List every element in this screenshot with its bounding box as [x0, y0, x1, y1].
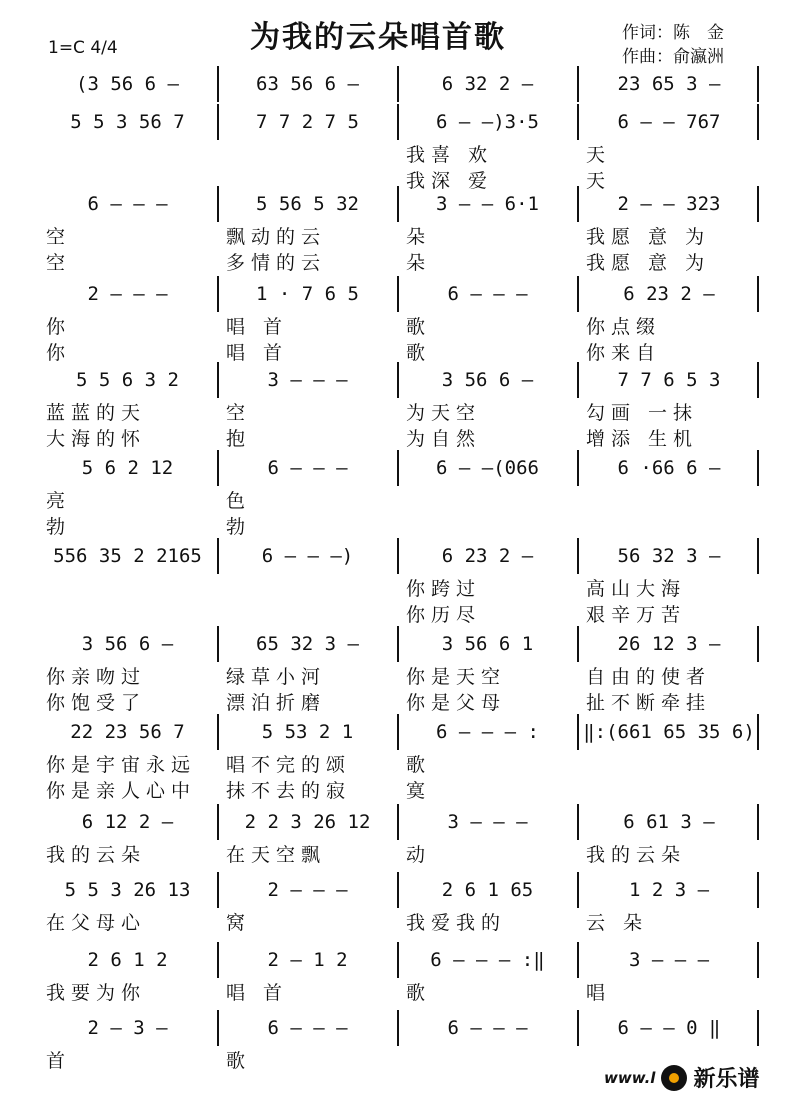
key-signature: 1=C 4/4 [48, 38, 118, 58]
measure: 56 32 3 — [617, 545, 721, 567]
barline [577, 1010, 579, 1046]
measure: 3 — — — [628, 949, 710, 971]
barline [397, 714, 399, 750]
lyric-line [40, 512, 758, 538]
lyric-text: 朵 [406, 226, 432, 248]
measure: 2 — — — [267, 879, 348, 901]
lyric-text: 自由的使者 [586, 666, 712, 688]
measure: 6 — —(066 [436, 457, 539, 479]
staff-row [40, 362, 758, 398]
barline [577, 804, 579, 840]
measure: 6 61 3 — [623, 811, 715, 833]
staff-row [40, 1010, 758, 1046]
lyric-line [40, 662, 758, 688]
lyric-text: 亮 [46, 490, 72, 512]
staff-row [40, 104, 758, 140]
lyric-line [40, 908, 758, 934]
barline [757, 804, 759, 840]
barline [577, 872, 579, 908]
barline [397, 104, 399, 140]
lyric-line [40, 222, 758, 248]
measure: 2 — — — [87, 283, 168, 305]
lyric-text: 我的云朵 [46, 844, 147, 866]
measure: 7 7 6 5 3 [617, 369, 721, 391]
score-system [40, 66, 758, 102]
measure: 6 — — — [267, 1017, 348, 1039]
barline [757, 626, 759, 662]
barline [757, 362, 759, 398]
staff-row [40, 714, 758, 750]
lyric-text: 云 朵 [586, 912, 649, 934]
lyric-text: 漂泊折磨 [226, 692, 327, 714]
lyric-text: 歌 [406, 754, 432, 776]
barline [757, 942, 759, 978]
staff-row [40, 872, 758, 908]
lyric-line [40, 312, 758, 338]
lyric-text: 蓝蓝的天 [46, 402, 147, 424]
barline [577, 362, 579, 398]
measure: 6 — — —) [261, 545, 354, 567]
lyric-line [40, 978, 758, 1004]
staff-row [40, 538, 758, 574]
measure: 5 6 2 12 [81, 457, 174, 479]
measure: 6 — — — : [436, 721, 539, 743]
lyric-line [40, 140, 758, 166]
measure: 3 56 6 1 [441, 633, 534, 655]
staff-row [40, 450, 758, 486]
lyric-text: 寞 [406, 780, 432, 802]
barline [217, 626, 219, 662]
lyric-text: 我愿 意 为 [586, 226, 711, 248]
lyric-text: 飘动的云 [226, 226, 327, 248]
measure: 5 56 5 32 [256, 193, 359, 215]
barline [217, 1010, 219, 1046]
staff-row [40, 626, 758, 662]
measure: 63 56 6 — [256, 73, 359, 95]
barline [577, 626, 579, 662]
measure: 6 — — 767 [617, 111, 721, 133]
measure: 6 ·66 6 — [617, 457, 721, 479]
measure: 23 65 3 — [617, 73, 721, 95]
lyric-line [40, 574, 758, 600]
barline [757, 66, 759, 102]
measure: 6 — — — [447, 283, 528, 305]
lyric-text: 在天空飘 [226, 844, 327, 866]
barline [397, 942, 399, 978]
measure: 2 — 1 2 [267, 949, 348, 971]
measure: 65 32 3 — [256, 633, 359, 655]
lyric-text: 唱 首 [226, 316, 289, 338]
lyric-text: 抹不去的寂 [226, 780, 352, 802]
lyric-text: 色 [226, 490, 252, 512]
barline [217, 186, 219, 222]
barline [577, 104, 579, 140]
measure: 5 53 2 1 [261, 721, 354, 743]
barline [757, 450, 759, 486]
lyric-text: 天 [586, 170, 612, 192]
measure: 6 23 2 — [441, 545, 534, 567]
measure: 1 · 7 6 5 [256, 283, 359, 305]
barline [217, 362, 219, 398]
barline [397, 1010, 399, 1046]
barline [217, 714, 219, 750]
lyric-text: 你亲吻过 [46, 666, 147, 688]
barline [577, 714, 579, 750]
lyric-text: 我愿 意 为 [586, 252, 711, 274]
lyric-line [40, 840, 758, 866]
measure: 22 23 56 7 [70, 721, 185, 743]
barline [217, 104, 219, 140]
lyric-text: 抱 [226, 428, 252, 450]
lyric-text: 你点缀 [586, 316, 662, 338]
lyric-text: 歌 [406, 982, 432, 1004]
measure: 1 2 3 — [628, 879, 710, 901]
score-system [40, 450, 758, 538]
lyric-text: 唱 [586, 982, 612, 1004]
measure: 5 5 3 56 7 [70, 111, 185, 133]
measure: 2 2 3 26 12 [244, 811, 371, 833]
measure: 6 — — — [447, 1017, 528, 1039]
staff-row [40, 942, 758, 978]
barline [757, 538, 759, 574]
barline [577, 538, 579, 574]
music-note-logo-icon [661, 1065, 687, 1091]
measure: 7 7 2 7 5 [256, 111, 359, 133]
barline [217, 450, 219, 486]
lyric-text: 高山大海 [586, 578, 687, 600]
lyric-text: 你是父母 [406, 692, 507, 714]
measure: 3 56 6 — [441, 369, 534, 391]
measure: 6 — — — [267, 457, 348, 479]
lyric-text: 天 [586, 144, 612, 166]
score-system [40, 804, 758, 866]
lyric-text: 为自然 [406, 428, 482, 450]
staff-row [40, 276, 758, 312]
lyric-line [40, 424, 758, 450]
measure: 5 5 3 26 13 [64, 879, 191, 901]
measure: (3 56 6 — [76, 73, 179, 95]
lyric-text: 动 [406, 844, 432, 866]
measure: 2 — — 323 [617, 193, 721, 215]
lyric-text: 空 [46, 252, 72, 274]
barline [217, 942, 219, 978]
lyric-text: 你跨过 [406, 578, 482, 600]
measure: 6 — — — [87, 193, 168, 215]
barline [757, 872, 759, 908]
lyric-line [40, 248, 758, 274]
lyric-line [40, 486, 758, 512]
score-system [40, 276, 758, 364]
score-system [40, 872, 758, 934]
lyric-text: 你饱受了 [46, 692, 147, 714]
lyric-text: 大海的怀 [46, 428, 147, 450]
barline [577, 186, 579, 222]
lyric-line [40, 776, 758, 802]
staff-row [40, 66, 758, 102]
measure: 5 5 6 3 2 [76, 369, 179, 391]
staff-row [40, 804, 758, 840]
measure: 6 12 2 — [81, 811, 174, 833]
lyric-text: 我爱我的 [406, 912, 507, 934]
watermark [604, 1062, 759, 1093]
barline [757, 714, 759, 750]
barline [397, 626, 399, 662]
barline [577, 276, 579, 312]
score-system [40, 626, 758, 714]
score-system [40, 942, 758, 1004]
lyric-text: 勃 [226, 516, 252, 538]
lyric-text: 你来自 [586, 342, 662, 364]
lyric-text: 为天空 [406, 402, 482, 424]
measure: 3 — — — [267, 369, 348, 391]
lyric-text: 你历尽 [406, 604, 482, 626]
lyric-text: 空 [226, 402, 252, 424]
barline [397, 362, 399, 398]
lyric-text: 绿草小河 [226, 666, 327, 688]
lyric-text: 我深 爱 [406, 170, 494, 192]
lyric-text: 多情的云 [226, 252, 327, 274]
lyric-text: 唱不完的颂 [226, 754, 352, 776]
barline [577, 66, 579, 102]
measure: 26 12 3 — [617, 633, 721, 655]
lyric-text: 增添 生机 [586, 428, 699, 450]
lyric-text: 你是天空 [406, 666, 507, 688]
score-system [40, 362, 758, 450]
barline [397, 66, 399, 102]
measure: ‖:(661 65 35 6) [583, 721, 755, 743]
lyric-text: 歌 [406, 316, 432, 338]
barline [217, 538, 219, 574]
lyric-text: 唱 首 [226, 982, 289, 1004]
barline [397, 872, 399, 908]
lyric-text: 艰辛万苦 [586, 604, 687, 626]
lyric-line [40, 600, 758, 626]
barline [397, 450, 399, 486]
measure: 6 — — — :‖ [430, 949, 545, 971]
lyric-text: 你 [46, 316, 72, 338]
measure: 6 23 2 — [623, 283, 715, 305]
barline [757, 1010, 759, 1046]
lyric-text: 勾画 一抹 [586, 402, 699, 424]
lyric-text: 在父母心 [46, 912, 147, 934]
barline [757, 104, 759, 140]
barline [577, 450, 579, 486]
song-title: 为我的云朵唱首歌 [250, 20, 506, 55]
barline [397, 804, 399, 840]
lyric-text: 窝 [226, 912, 252, 934]
composer-credit: 作曲：俞瀛洲 [622, 47, 724, 67]
score-system [40, 538, 758, 626]
measure: 3 — — 6·1 [436, 193, 539, 215]
score-system [40, 186, 758, 274]
score-system [40, 714, 758, 802]
lyric-text: 朵 [406, 252, 432, 274]
lyric-line [40, 688, 758, 714]
lyric-text: 空 [46, 226, 72, 248]
barline [577, 942, 579, 978]
barline [757, 186, 759, 222]
lyric-text: 你是亲人心中 [46, 780, 197, 802]
measure: 556 35 2 2165 [53, 545, 202, 567]
lyric-line [40, 338, 758, 364]
measure: 2 — 3 — [87, 1017, 168, 1039]
barline [217, 872, 219, 908]
lyric-line [40, 750, 758, 776]
lyric-line [40, 398, 758, 424]
lyric-text: 我要为你 [46, 982, 147, 1004]
barline [397, 538, 399, 574]
measure: 6 — — 0 ‖ [617, 1017, 721, 1039]
staff-row [40, 186, 758, 222]
lyric-text: 你 [46, 342, 72, 364]
measure: 2 6 1 2 [87, 949, 168, 971]
lyric-text: 勃 [46, 516, 72, 538]
score-system [40, 104, 758, 192]
barline [217, 66, 219, 102]
barline [757, 276, 759, 312]
measure: 2 6 1 65 [441, 879, 534, 901]
measure: 3 — — — [447, 811, 528, 833]
barline [217, 276, 219, 312]
lyric-text: 歌 [226, 1050, 252, 1072]
lyric-text: 我喜 欢 [406, 144, 494, 166]
measure: 6 32 2 — [441, 73, 534, 95]
measure: 3 56 6 — [81, 633, 174, 655]
lyric-text: 扯不断牵挂 [586, 692, 712, 714]
watermark-url: www.l [604, 1068, 656, 1087]
barline [397, 186, 399, 222]
lyric-text: 我的云朵 [586, 844, 687, 866]
measure: 6 — —)3·5 [436, 111, 539, 133]
lyric-text: 唱 首 [226, 342, 289, 364]
barline [397, 276, 399, 312]
barline [217, 804, 219, 840]
lyric-text: 首 [46, 1050, 72, 1072]
watermark-name: 新乐谱 [693, 1067, 760, 1092]
lyric-text: 你是宇宙永远 [46, 754, 197, 776]
lyricist-credit: 作词：陈 金 [622, 23, 724, 43]
lyric-text: 歌 [406, 342, 432, 364]
